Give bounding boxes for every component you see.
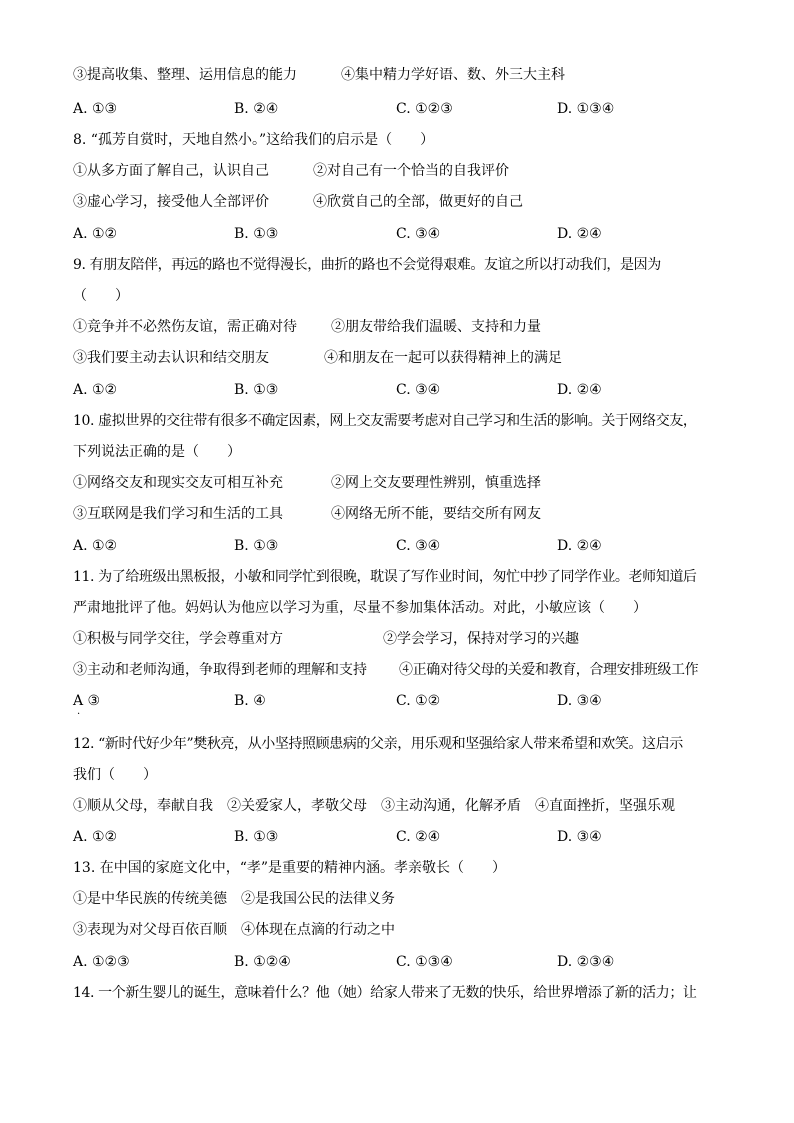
q13-statements-1-2: ①是中华民族的传统美德 ②是我国公民的法律义务 bbox=[73, 891, 395, 907]
q10-option-b: B. ①③ bbox=[234, 538, 279, 554]
q11-option-a: A ③ bbox=[73, 693, 101, 709]
q12-statements: ①顺从父母，奉献自我 ②关爱家人，孝敬父母 ③主动沟通，化解矛盾 ④直面挫折，坚强乐观 bbox=[73, 798, 675, 814]
q11-question-line-2: 严肃地批评了他。妈妈认为他应以学习为重，尽量不参加集体活动。对此，小敏应该（ ） bbox=[73, 600, 647, 616]
q7-statement-4: ④集中精力学好语、数、外三大主科 bbox=[341, 67, 565, 83]
q13-option-a: A. ①②③ bbox=[73, 954, 130, 970]
q7-option-b: B. ②④ bbox=[234, 101, 279, 117]
q13-option-c: C. ①③④ bbox=[396, 954, 453, 970]
q10-option-a: A. ①② bbox=[73, 538, 118, 554]
q7-option-c: C. ①②③ bbox=[396, 101, 453, 117]
q7-option-d: D. ①③④ bbox=[557, 101, 615, 117]
q10-statement-2: ②网上交友要理性辨别，慎重选择 bbox=[331, 475, 541, 491]
q10-statement-1: ①网络交友和现实交友可相互补充 bbox=[73, 475, 283, 491]
q13-option-d: D. ②③④ bbox=[557, 954, 615, 970]
q11-option-b: B. ④ bbox=[234, 693, 266, 709]
q9-option-c: C. ③④ bbox=[396, 382, 441, 398]
q9-option-a: A. ①② bbox=[73, 382, 118, 398]
stray-dot-mark: . bbox=[77, 706, 81, 717]
q8-statement-1: ①从多方面了解自己，认识自己 bbox=[73, 163, 269, 179]
q8-question: 8. “孤芳自赏时，天地自然小。”这给我们的启示是（ ） bbox=[73, 132, 435, 148]
q12-question-line-1: 12. “新时代好少年”樊秋亮，从小坚持照顾患病的父亲，用乐观和坚强给家人带来希望和欢笑。这启示 bbox=[73, 736, 683, 752]
q9-question-line-1: 9. 有朋友陪伴，再远的路也不觉得漫长，曲折的路也不会觉得艰难。友谊之所以打动我们，是因为 bbox=[73, 257, 661, 273]
q8-statement-4: ④欣赏自己的全部，做更好的自己 bbox=[313, 194, 523, 210]
q8-statement-3: ③虚心学习，接受他人全部评价 bbox=[73, 194, 269, 210]
q8-option-b: B. ①③ bbox=[234, 226, 279, 242]
q13-statements-3-4: ③表现为对父母百依百顺 ④体现在点滴的行动之中 bbox=[73, 922, 395, 938]
q8-option-d: D. ②④ bbox=[557, 226, 602, 242]
q8-option-c: C. ③④ bbox=[396, 226, 441, 242]
q10-option-c: C. ③④ bbox=[396, 538, 441, 554]
q11-option-c: C. ①② bbox=[396, 693, 441, 709]
q7-statement-3: ③提高收集、整理、运用信息的能力 bbox=[73, 67, 297, 83]
q13-option-b: B. ①②④ bbox=[234, 954, 291, 970]
q8-option-a: A. ①② bbox=[73, 226, 118, 242]
q10-statement-4: ④网络无所不能，要结交所有网友 bbox=[331, 506, 541, 522]
q8-statement-2: ②对自己有一个恰当的自我评价 bbox=[313, 163, 509, 179]
q7-option-a: A. ①③ bbox=[73, 101, 118, 117]
q9-statement-1: ①竞争并不必然伤友谊，需正确对待 bbox=[73, 319, 297, 335]
q10-statement-3: ③互联网是我们学习和生活的工具 bbox=[73, 506, 283, 522]
q11-option-d: D. ③④ bbox=[557, 693, 602, 709]
q12-question-line-2: 我们（ ） bbox=[73, 767, 157, 783]
q12-option-a: A. ①② bbox=[73, 829, 118, 845]
q11-statement-3: ③主动和老师沟通，争取得到老师的理解和支持 bbox=[73, 662, 367, 678]
q10-option-d: D. ②④ bbox=[557, 538, 602, 554]
q9-statement-4: ④和朋友在一起可以获得精神上的满足 bbox=[324, 350, 562, 366]
q9-option-d: D. ②④ bbox=[557, 382, 602, 398]
q11-statement-1: ①积极与同学交往，学会尊重对方 bbox=[73, 631, 283, 647]
q12-option-d: D. ③④ bbox=[557, 829, 602, 845]
q10-question-line-2: 下列说法正确的是（ ） bbox=[73, 444, 241, 460]
q11-question-line-1: 11. 为了给班级出黑板报，小敏和同学忙到很晚，耽误了写作业时间，匆忙中抄了同学作业。老师知道后 bbox=[73, 569, 697, 585]
q12-option-c: C. ②④ bbox=[396, 829, 441, 845]
q9-statement-2: ②朋友带给我们温暖、支持和力量 bbox=[331, 319, 541, 335]
q9-statement-3: ③我们要主动去认识和结交朋友 bbox=[73, 350, 269, 366]
q13-question: 13. 在中国的家庭文化中，“孝”是重要的精神内涵。孝亲敬长（ ） bbox=[73, 860, 507, 876]
q9-option-b: B. ①③ bbox=[234, 382, 279, 398]
q12-option-b: B. ①③ bbox=[234, 829, 279, 845]
q14-question-line-1: 14. 一个新生婴儿的诞生，意味着什么？他（她）给家人带来了无数的快乐，给世界增添了新的活力；让 bbox=[73, 985, 697, 1001]
q11-statement-4: ④正确对待父母的关爱和教育，合理安排班级工作 bbox=[399, 662, 699, 678]
q11-statement-2: ②学会学习，保持对学习的兴趣 bbox=[383, 631, 579, 647]
q10-question-line-1: 10. 虚拟世界的交往带有很多不确定因素，网上交友需要考虑对自己学习和生活的影响。关于网络交友， bbox=[73, 413, 697, 429]
q9-question-line-2: （ ） bbox=[73, 288, 129, 304]
